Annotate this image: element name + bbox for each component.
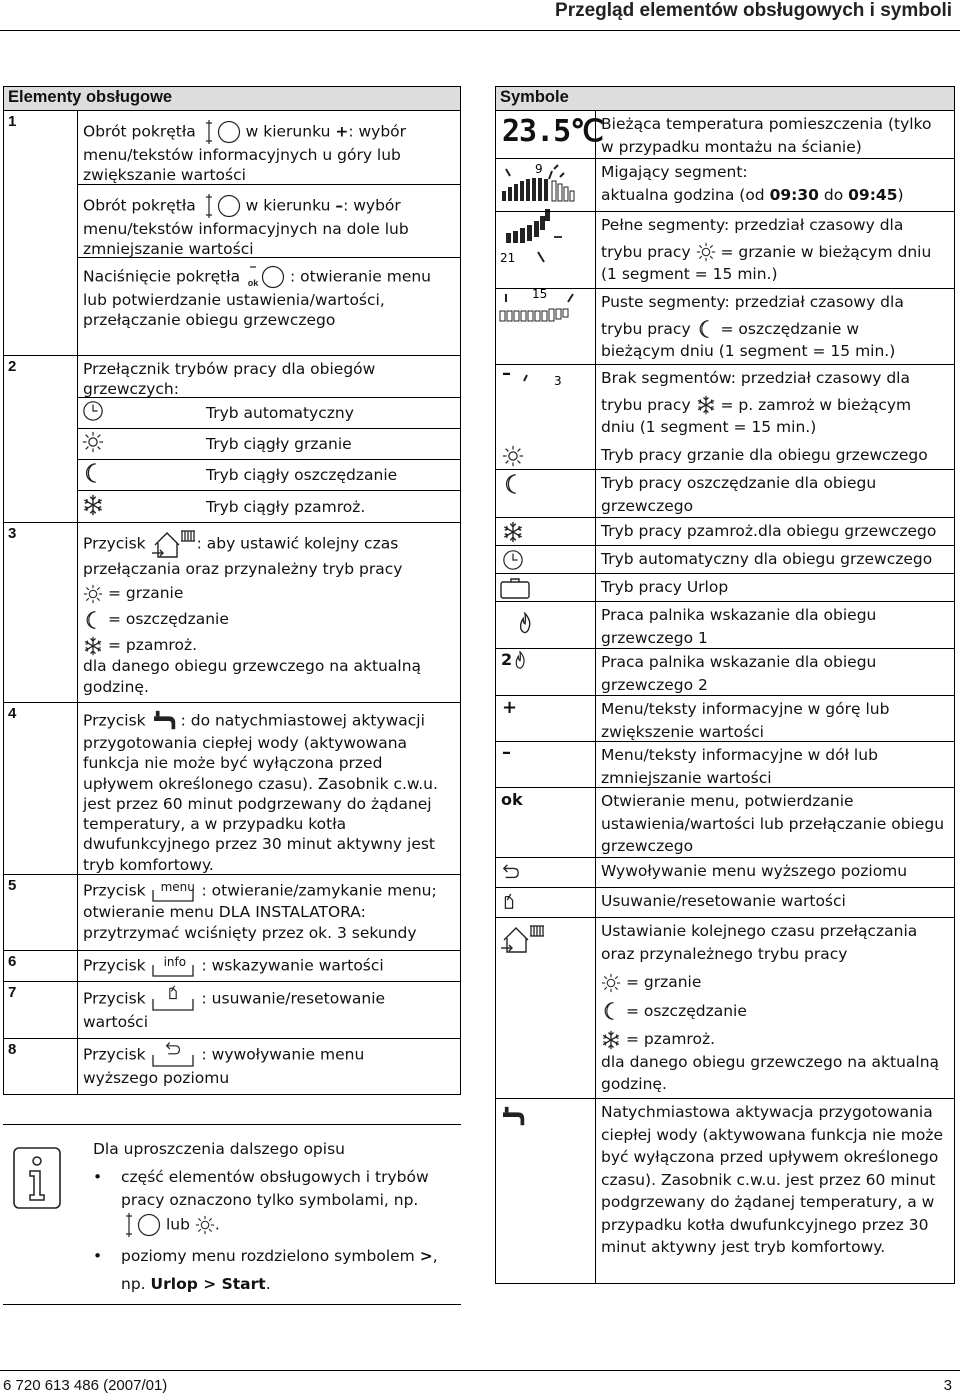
snowflake-icon <box>696 395 716 415</box>
row-number: 7 <box>8 984 17 1001</box>
snowflake-icon <box>601 1030 621 1050</box>
row-number: 1 <box>8 113 17 130</box>
switch-time-button-desc: Przycisk : aby ustawić kolejny czas przełączania oraz przynależny tryb pracy <box>83 529 454 580</box>
reset-button-icon <box>151 987 197 1011</box>
symbols-table <box>495 86 955 1284</box>
symbol-row-full-segments: Pełne segmenty: przedział czasowy dla trybu pracy = grzanie w bieżącym dniu (1 segment = 15 min.) <box>496 212 954 289</box>
reset-icon <box>500 893 518 911</box>
snowflake-icon <box>82 494 104 516</box>
controls-row-7: 7 Przycisk : usuwanie/resetowanie wartości <box>4 982 460 1039</box>
svg-text:9: 9 <box>535 162 543 176</box>
symbol-row-plus: + Menu/teksty informacyjne w górę lub zwiększenie wartości <box>496 696 954 742</box>
controls-row-5: 5 Przycisk menu : otwieranie/zamykanie menu; otwieranie menu DLA INSTALATORA: przytrzymać wciśnięty przez ok. 3 sekundy <box>4 875 460 951</box>
moon-icon <box>83 610 103 630</box>
sun-icon <box>82 431 104 453</box>
svg-text:21: 21 <box>500 251 516 265</box>
symbol-row-reset: Usuwanie/resetowanie wartości <box>496 888 954 918</box>
symbol-row-blinking-segment: Migający segment: aktualna godzina (od 09:30 do 09:45) <box>496 159 954 212</box>
suitcase-icon <box>500 577 530 599</box>
document-code: 6 720 613 486 (2007/01) <box>3 1377 168 1394</box>
symbol-row-minus: – Menu/teksty informacyjne w dół lub zmniejszanie wartości <box>496 742 954 788</box>
svg-text:15: 15 <box>532 287 548 301</box>
back-button-icon <box>151 1043 197 1067</box>
controls-row-2 <box>4 356 460 523</box>
knob-turn-minus-desc: Obrót pokrętła w kierunku –: wybór menu/tekstów informacyjnych na dole lub zmniejszanie wartości <box>78 185 460 258</box>
row-number: 3 <box>8 525 17 542</box>
sun-icon <box>195 1215 215 1235</box>
page-header-title: Przegląd elementów obsługowych i symboli <box>555 0 952 21</box>
controls-row-6: 6 Przycisk info : wskazywanie wartości <box>4 951 460 982</box>
mode-line-heat: Tryb ciągły grzanie <box>78 429 460 460</box>
controls-row-8: 8 Przycisk : wywoływanie menu wyższego poziomu <box>4 1039 460 1094</box>
symbols-table-heading: Symbole <box>496 87 954 111</box>
row-number: 4 <box>8 705 17 722</box>
info-button-icon: info <box>151 955 197 977</box>
controls-table <box>3 86 461 1095</box>
symbol-row-save: Tryb pracy oszczędzanie dla obiegu grzewczego <box>496 470 954 518</box>
controls-row-4: 4 Przycisk : do natychmiastowej aktywacji przygotowania ciepłej wody (aktywowana funkcja nie może być wyłączona przed upływem określonego czasu). Zasobnik c.w.u. jest przez 60 minut podgrzewany do żądanej temperatury, a w przypadku kotła dwufunkcyjnego przez 30 minut aktywny jest tryb komfortowy. <box>4 703 460 875</box>
segment-rows <box>496 159 954 442</box>
note-bullet-1: • część elementów obsługowych i trybów pracy oznaczono tylko symbolami, np. lub . <box>93 1166 453 1238</box>
sun-icon <box>696 242 716 262</box>
note-box <box>3 1124 461 1305</box>
moon-icon <box>601 1001 621 1021</box>
symbol-row-empty-segments: Puste segmenty: przedział czasowy dla trybu pracy = oszczędzanie w bieżącym dniu (1 segment = 15 min.) <box>496 289 954 365</box>
symbol-row-temperature: 23.5℃ Bieżąca temperatura pomieszczenia (tylko w przypadku montażu na ścianie) <box>496 111 954 159</box>
symbol-row-heat: Tryb pracy grzanie dla obiegu grzewczego <box>496 442 954 470</box>
mode-line-frost: Tryb ciągły pzamroż. <box>78 491 460 522</box>
symbol-row-burner-2: 2 Praca palnika wskazanie dla obiegu grzewczego 2 <box>496 649 954 696</box>
knob-press-desc: Naciśnięcie pokrętła : otwieranie menu lub potwierdzanie ustawienia/wartości, przełączanie obiegu grzewczego <box>78 258 460 354</box>
clock-icon <box>82 400 104 422</box>
rotary-knob-icon <box>201 193 241 219</box>
header-rule <box>0 30 960 31</box>
symbol-row-frost: Tryb pracy pzamroż.dla obiegu grzewczego <box>496 518 954 546</box>
row-number: 8 <box>8 1041 17 1058</box>
sun-icon <box>83 584 103 604</box>
symbol-row-auto: Tryb automatyczny dla obiegu grzewczego <box>496 546 954 574</box>
hot-water-tap-icon <box>500 1105 530 1129</box>
rotary-knob-ok-icon <box>245 264 285 290</box>
svg-text:3: 3 <box>554 374 562 388</box>
symbol-row-back: Wywoływanie menu wyższego poziomu <box>496 858 954 888</box>
moon-icon <box>82 462 104 484</box>
flame-icon <box>518 612 532 634</box>
controls-row-1 <box>4 111 460 356</box>
footer-rule <box>0 1370 960 1371</box>
symbol-row-no-segments: – Brak segmentów: przedział czasowy dla trybu pracy = p. zamroż w bieżącym dniu (1 segment = 15 min.) <box>496 365 954 442</box>
symbol-row-burner-1: Praca palnika wskazanie dla obiegu grzewczego 1 <box>496 602 954 649</box>
hot-water-tap-icon <box>151 709 181 733</box>
note-title: Dla uproszczenia dalszego opisu <box>93 1140 345 1158</box>
house-switch-icon <box>151 529 197 559</box>
page-number: 3 <box>943 1377 952 1394</box>
mode-switch-desc: Przełącznik trybów pracy dla obiegów grzewczych: <box>78 356 460 398</box>
controls-row-3: 3 Przycisk : aby ustawić kolejny czas przełączania oraz przynależny tryb pracy = grzanie = oszczędzanie = pzamroż. dla danego obiegu grzewczego na aktualną godzinę. <box>4 523 460 703</box>
temperature-display: 23.5℃ <box>502 114 603 149</box>
row-number: 2 <box>8 358 17 375</box>
symbol-row-holiday: Tryb pracy Urlop <box>496 574 954 602</box>
rotary-knob-icon <box>121 1212 161 1238</box>
menu-button-icon: menu <box>151 880 197 902</box>
note-bullet-2: • poziomy menu rozdzielono symbolem >, np. Urlop > Start. <box>93 1242 453 1298</box>
clock-icon <box>502 549 524 571</box>
row-number: 6 <box>8 953 17 970</box>
symbol-row-hot-water: Natychmiastowa aktywacja przygotowania ciepłej wody (aktywowana funkcja nie może być wyłączona przed upływem określonego czasu). Zasobnik c.w.u. jest przez 60 minut podgrzewany do żądanej temperatury, a w przypadku kotła dwufunkcyjnego przez 30 minut aktywny jest tryb komfortowy. <box>496 1099 954 1283</box>
info-note-icon <box>13 1147 61 1209</box>
snowflake-icon <box>83 636 103 656</box>
moon-icon <box>696 319 716 339</box>
symbol-row-ok: ok Otwieranie menu, potwierdzanie ustawienia/wartości lub przełączanie obiegu grzewczego <box>496 788 954 858</box>
mode-line-auto: Tryb automatyczny <box>78 398 460 429</box>
symbol-row-switch-time: Ustawianie kolejnego czasu przełączania oraz przynależnego trybu pracy = grzanie = oszczędzanie = pzamroż. dla danego obiegu grzewczego na aktualną godzinę. <box>496 918 954 1099</box>
row-number: 5 <box>8 877 17 894</box>
snowflake-icon <box>502 521 524 543</box>
rotary-knob-icon <box>201 119 241 145</box>
knob-turn-plus-desc: Obrót pokrętła w kierunku +: wybór menu/tekstów informacyjnych u góry lub zwiększanie wartości <box>78 111 460 185</box>
sun-icon <box>502 445 524 467</box>
back-arrow-icon <box>501 863 521 881</box>
moon-icon <box>502 473 524 495</box>
house-switch-icon <box>500 924 546 954</box>
sun-icon <box>601 973 621 993</box>
mode-line-save: Tryb ciągły oszczędzanie <box>78 460 460 491</box>
controls-table-heading: Elementy obsługowe <box>4 87 460 111</box>
flame-icon <box>514 651 526 669</box>
